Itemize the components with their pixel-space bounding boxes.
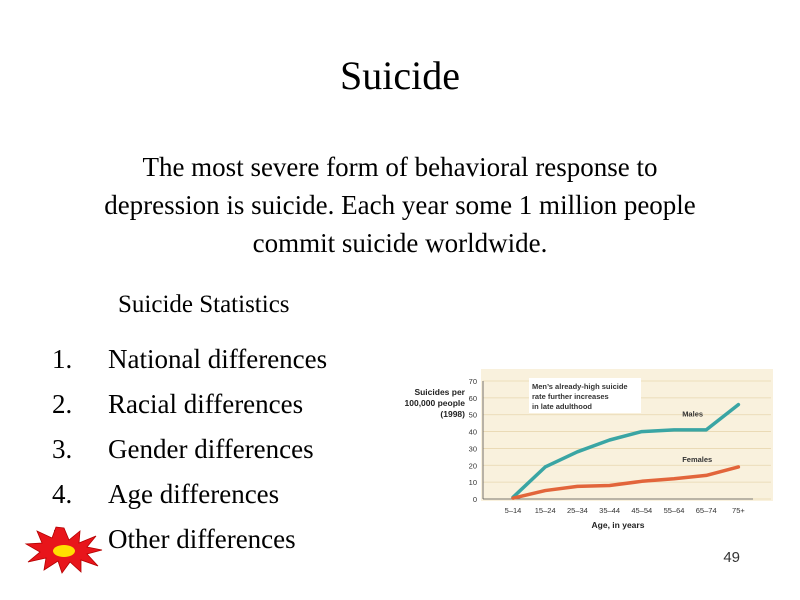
slide-title: Suicide xyxy=(340,53,460,98)
females-series-label: Females xyxy=(682,454,713,464)
explosion-burst-icon[interactable] xyxy=(24,526,104,574)
x-tick-label: 5–14 xyxy=(504,506,522,515)
list-item-number: 1. xyxy=(52,344,73,374)
list-item xyxy=(52,472,327,517)
list-item-label: Age differences xyxy=(108,479,280,509)
y-axis-label-line: (1998) xyxy=(440,409,465,419)
list-item xyxy=(52,427,327,472)
x-tick-label: 55–64 xyxy=(663,506,685,515)
x-tick-label: 45–54 xyxy=(631,506,653,515)
list-item-label: Racial differences xyxy=(108,389,304,419)
list-item-number: 4. xyxy=(52,479,73,509)
x-tick-label: 35–44 xyxy=(599,506,621,515)
x-axis-label: Age, in years xyxy=(591,520,645,530)
list-item xyxy=(52,382,327,427)
y-tick-label: 60 xyxy=(468,393,477,403)
list-item xyxy=(52,337,327,382)
burst-core xyxy=(53,545,75,557)
annotation-line: in late adulthood xyxy=(532,402,592,411)
y-tick-label: 20 xyxy=(468,461,477,471)
intro-paragraph: The most severe form of behavioral response to depression is suicide. Each year some 1 million people commit suicide worldwide. xyxy=(104,152,696,258)
y-tick-label: 70 xyxy=(468,377,477,386)
list-item-number: 2. xyxy=(52,389,73,419)
y-tick-label: 10 xyxy=(468,478,477,488)
annotation-line: Men’s already-high suicide xyxy=(532,382,628,391)
y-tick-label: 30 xyxy=(468,444,477,454)
y-tick-label: 0 xyxy=(472,495,477,504)
list-item-number: 3. xyxy=(52,434,73,464)
list-item-label: Gender differences xyxy=(108,434,314,464)
males-series-label: Males xyxy=(682,409,704,419)
list-item-label: Other differences xyxy=(108,524,296,554)
annotation-line: rate further increases xyxy=(532,392,609,401)
x-tick-label: 25–34 xyxy=(566,506,588,515)
suicide-rate-chart xyxy=(395,365,775,533)
x-tick-label: 75+ xyxy=(732,506,745,515)
y-tick-label: 40 xyxy=(468,427,477,437)
x-tick-label: 15–24 xyxy=(534,506,556,515)
list-item-label: National differences xyxy=(108,344,328,374)
stats-heading: Suicide Statistics xyxy=(118,291,290,318)
x-tick-label: 65–74 xyxy=(695,506,717,515)
page-number: 49 xyxy=(723,549,740,566)
y-axis-label-line: 100,000 people xyxy=(404,398,465,408)
y-axis-label-line: Suicides per xyxy=(414,387,465,397)
y-tick-label: 50 xyxy=(468,410,477,420)
